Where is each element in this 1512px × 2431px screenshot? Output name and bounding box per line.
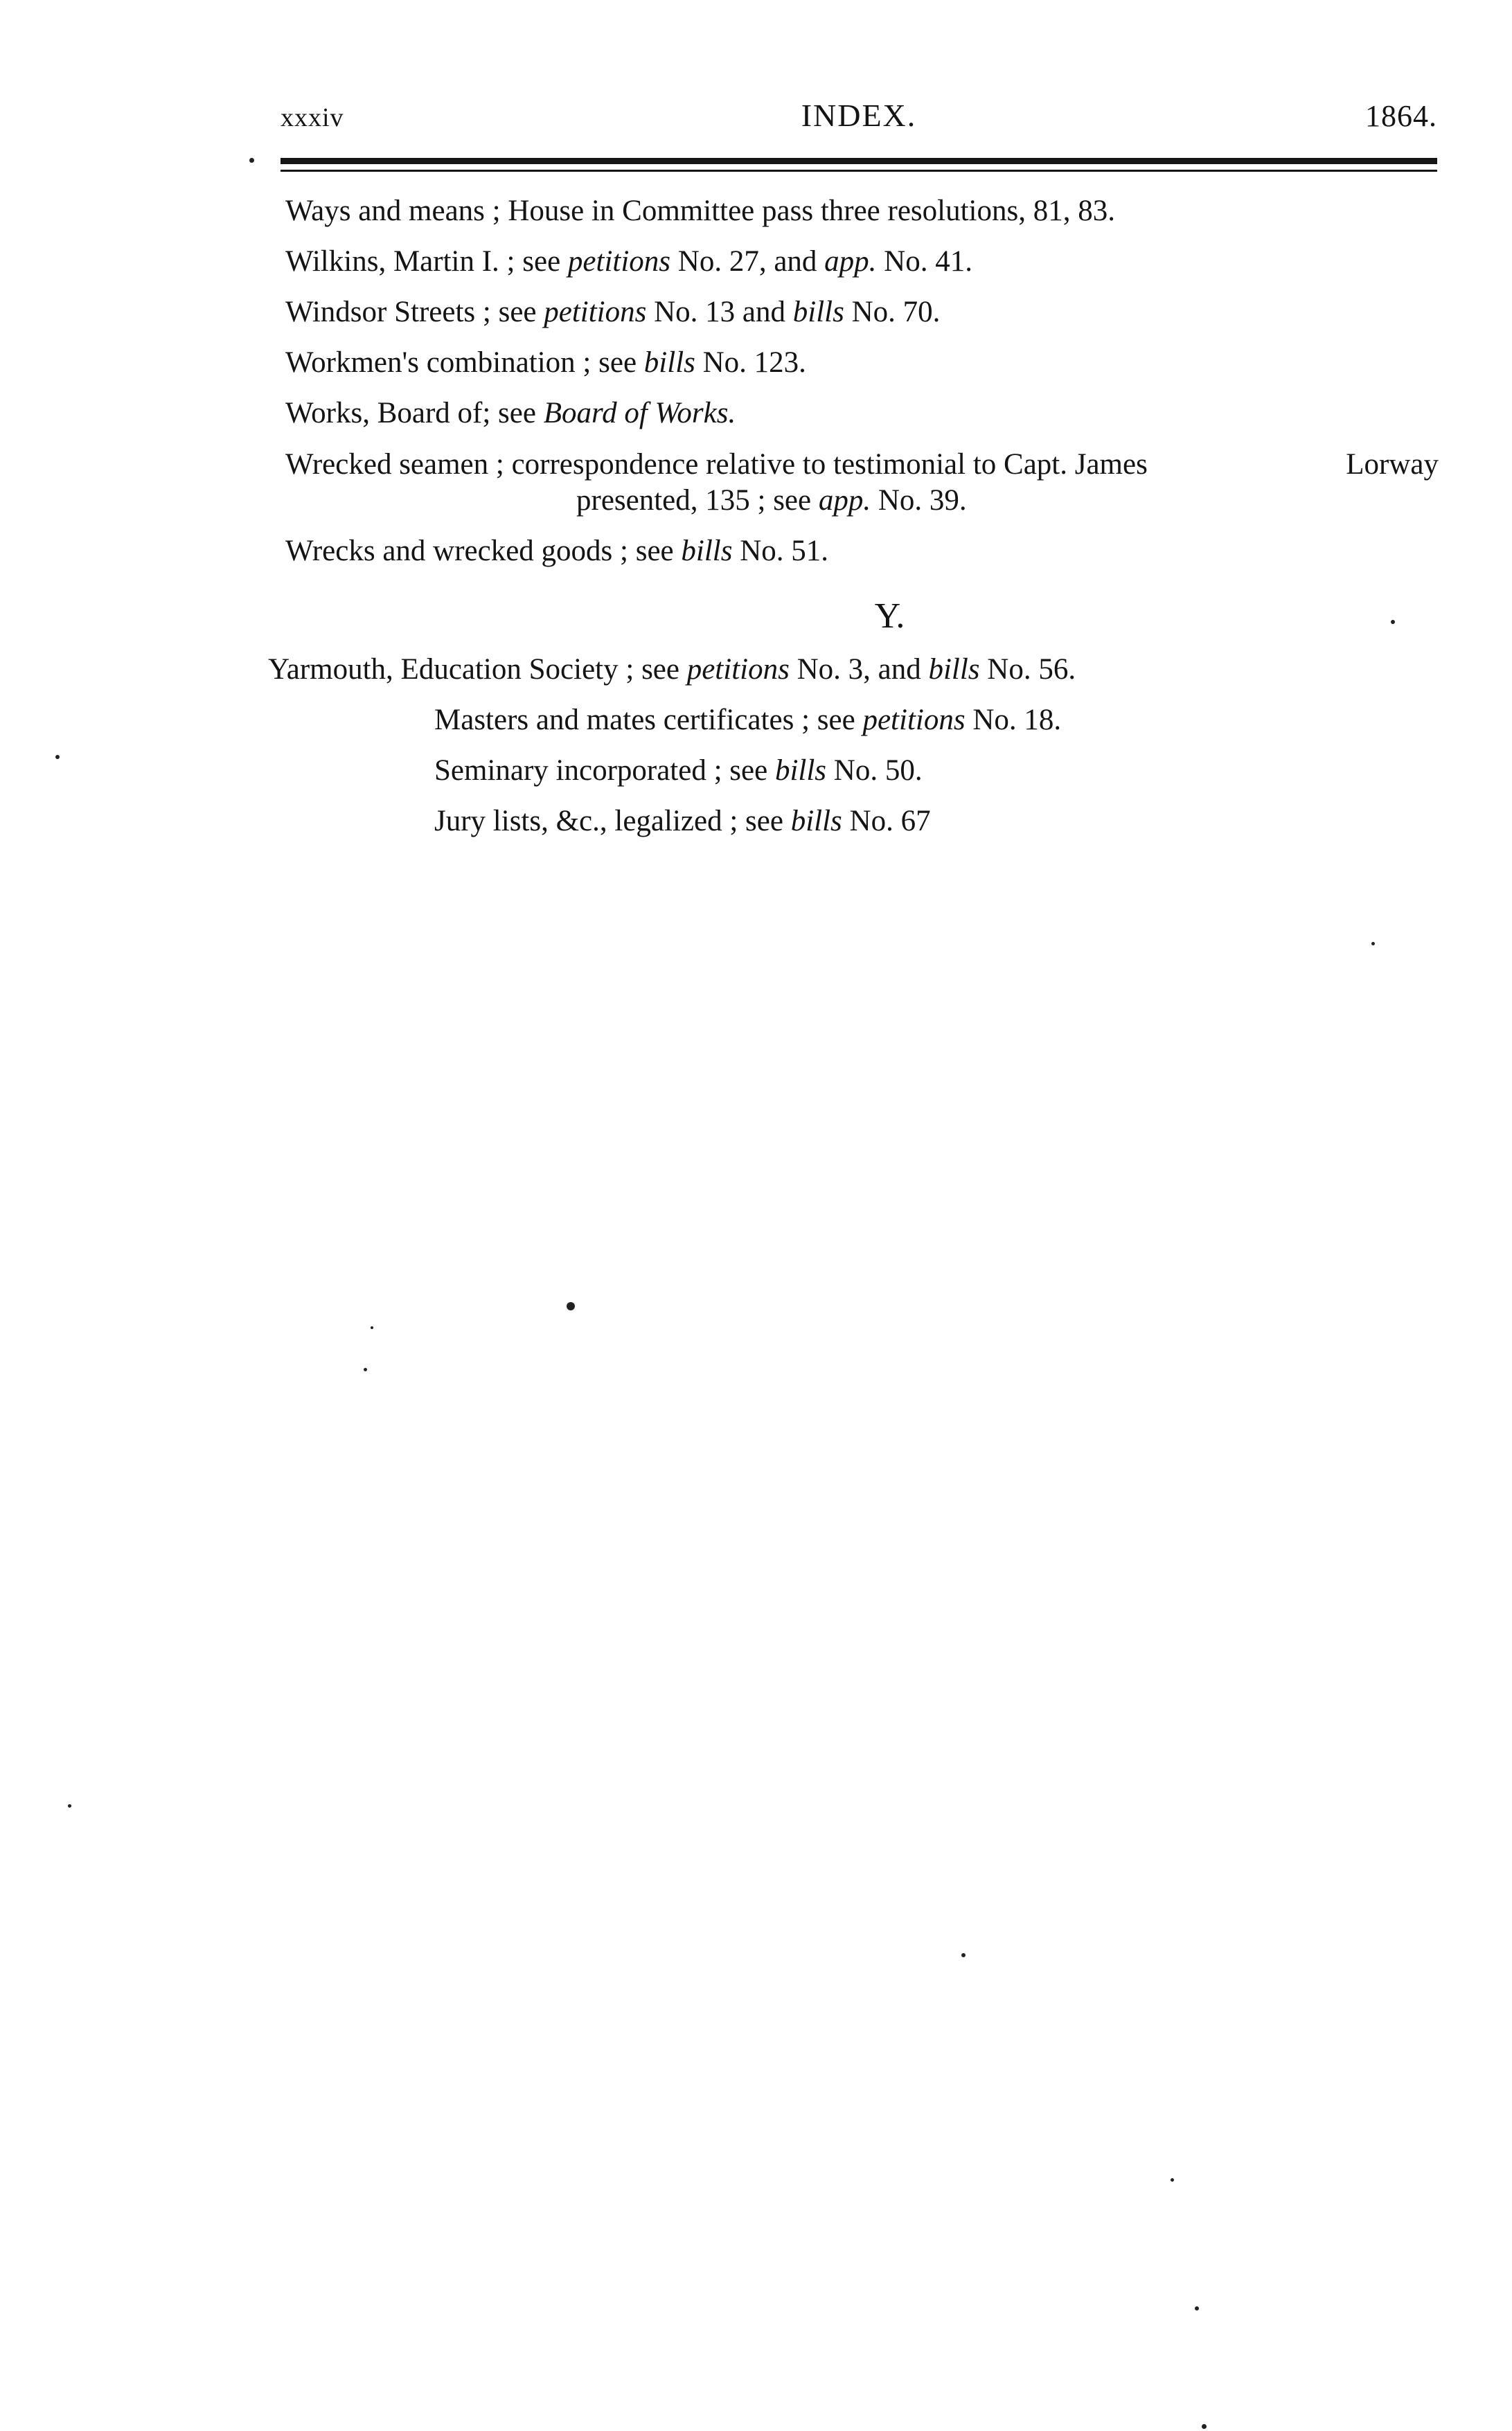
entry-ref-italic: petitions — [862, 704, 966, 736]
scan-speck — [1171, 2178, 1174, 2182]
entry-text: No. 56. — [979, 653, 1076, 686]
header-year: 1864. — [1365, 99, 1437, 133]
page-title: INDEX. — [801, 98, 917, 133]
entry-text: see — [490, 296, 544, 328]
entry-text: No. 39. — [871, 484, 967, 517]
scan-speck — [567, 1302, 575, 1310]
entry-ref-italic: petitions — [544, 296, 647, 328]
entry-text: presented, 135 ; see — [576, 484, 819, 517]
scan-speck — [364, 1368, 367, 1371]
entry-ref-italic: Board of Works. — [543, 397, 736, 429]
entry-ref-italic: bills — [790, 805, 842, 837]
index-entry-wilkins — [285, 236, 1439, 287]
entry-ref-italic: app. — [824, 245, 877, 278]
index-entries — [268, 186, 1439, 846]
entry-head: Workmen's combination ; — [285, 346, 592, 379]
entry-first-line — [285, 447, 1439, 483]
entry-head: Ways and means ; — [285, 195, 501, 227]
entry-head: Works, Board of; — [285, 397, 491, 429]
entry-text: No. 41. — [876, 245, 972, 278]
entry-text: see — [628, 535, 682, 567]
scan-speck — [1202, 2424, 1207, 2429]
entry-text: Jury lists, &c., legalized ; see — [434, 805, 791, 837]
section-letter-y: Y. — [874, 596, 905, 636]
scan-speck — [249, 158, 254, 163]
entry-head: Wilkins, Martin I. ; — [285, 245, 515, 278]
scan-speck — [1371, 942, 1375, 945]
entry-text: see — [515, 245, 568, 278]
entry-text: No. 67 — [842, 805, 931, 837]
scan-speck — [55, 755, 60, 759]
entry-text: No. 3, and — [789, 653, 929, 686]
entry-text: Masters and mates certificates ; see — [434, 704, 863, 736]
entry-head: Windsor Streets ; — [285, 296, 491, 328]
entry-ref-italic: app. — [818, 484, 871, 517]
index-entry-ways-and-means — [285, 186, 1439, 236]
entry-ref-italic: bills — [792, 296, 844, 328]
scan-speck — [1391, 620, 1395, 624]
entry-text: see — [634, 653, 687, 686]
entry-ref-italic: bills — [928, 653, 980, 686]
entry-ref-italic: bills — [643, 346, 695, 379]
scan-speck — [961, 1953, 966, 1957]
entry-text: see — [490, 397, 544, 429]
header-rule-thick — [281, 158, 1437, 164]
entry-text: No. 18. — [965, 704, 1062, 736]
entry-head: Wrecks and wrecked goods ; — [285, 535, 628, 567]
entry-ref-italic: petitions — [686, 653, 790, 686]
entry-text: No. 123. — [695, 346, 806, 379]
entry-head: Wrecked seamen ; — [285, 448, 504, 481]
entry-text: No. 51. — [732, 535, 829, 567]
entry-text: No. 50. — [826, 754, 923, 787]
entry-text: see — [591, 346, 644, 379]
entry-ref-italic: petitions — [567, 245, 671, 278]
entry-text: House in Committee pass three resolutions, 81, 83. — [500, 195, 1115, 227]
scan-speck — [68, 1804, 71, 1808]
entry-text: Seminary incorporated ; see — [434, 754, 775, 787]
entry-head: Yarmouth, Education Society ; — [268, 653, 634, 686]
header-rule-thin — [281, 170, 1437, 172]
index-subentry-seminary — [285, 745, 1439, 796]
index-subentry-masters-mates — [285, 695, 1439, 745]
page-number: xxxiv — [281, 103, 344, 132]
entry-text-end: Lorway — [1346, 448, 1439, 481]
index-entry-workmens-combination — [285, 337, 1439, 388]
index-entry-wrecked-seamen — [285, 438, 1439, 526]
scan-speck — [371, 1326, 373, 1329]
entry-text: No. 70. — [844, 296, 941, 328]
index-entry-works-board — [285, 388, 1439, 438]
index-subentry-jury-lists — [285, 796, 1439, 846]
entry-continuation — [285, 483, 1439, 519]
entry-ref-italic: bills — [774, 754, 827, 787]
entry-ref-italic: bills — [681, 535, 733, 567]
scan-speck — [1195, 2306, 1199, 2310]
index-entry-windsor-streets — [285, 287, 1439, 337]
entry-text: correspondence relative to testimonial to Capt. James — [504, 448, 1148, 481]
index-entry-wrecks — [285, 526, 1439, 576]
page-header — [281, 97, 1437, 145]
entry-text: No. 13 and — [646, 296, 793, 328]
index-entry-yarmouth — [268, 644, 1439, 695]
entry-text: No. 27, and — [670, 245, 825, 278]
